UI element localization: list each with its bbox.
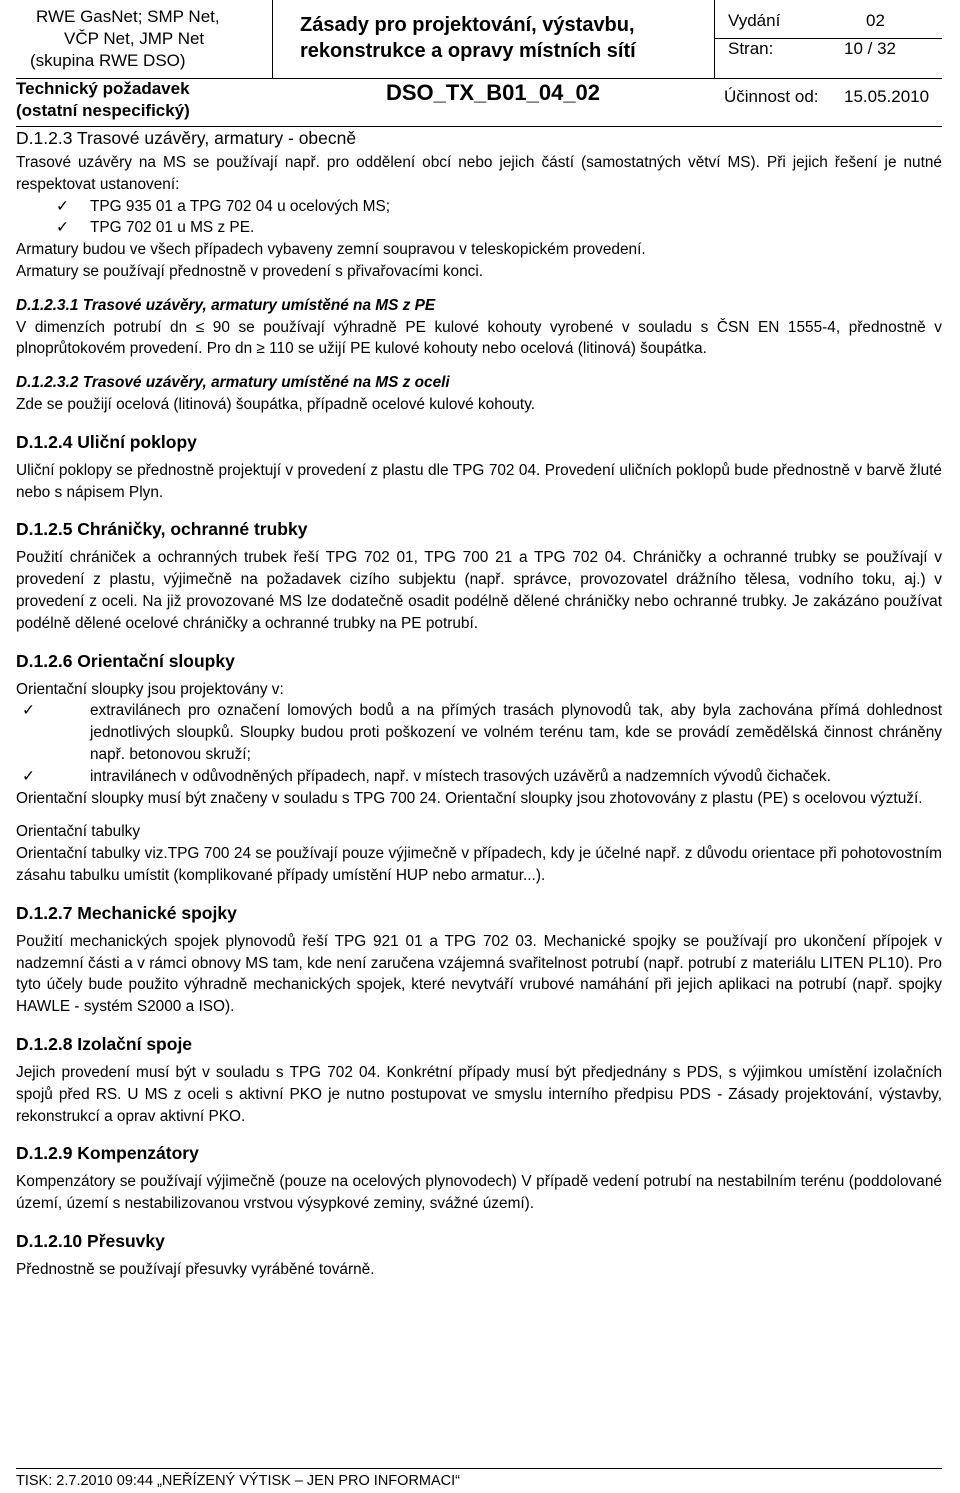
list-item: ✓ intravilánech v odůvodněných případech, např. v místech trasových uzávěrů a nadzemních vývodů čichaček. — [16, 766, 942, 788]
section-heading: D.1.2.8 Izolační spoje — [16, 1033, 193, 1054]
header-divider — [272, 0, 273, 78]
requirement-line-2: (ostatní nespecifický) — [16, 101, 190, 120]
document-header — [0, 0, 960, 135]
company-line-2: VČP Net, JMP Net — [64, 29, 205, 48]
checkmark-icon: ✓ — [22, 702, 35, 720]
requirement-line-1: Technický požadavek — [16, 79, 190, 98]
paragraph: Armatury se používají přednostně v provedení s přivařovacími konci. — [16, 262, 484, 280]
paragraph: Použití mechanických spojek plynovodů řeší TPG 921 01 a TPG 702 03. Mechanické spojky se používají pro ukončení přípojek v nadzemní části a v rámci obnovy MS tam, kde není zaručena vzájemná svařitelnost potrubí (např. potrubí z materiálu LITEN PL10). Pro tyto účely bude použito výhradně mechanických spojek, které nevytváří vrubové namáhání při jejich aplikaci na potrubí (např. spojky HAWLE - systém S2000 a ISO). — [16, 932, 942, 1016]
subsection-heading: D.1.2.3.1 Trasové uzávěry, armatury umístěné na MS z PE — [16, 296, 436, 314]
paragraph: Přednostně se používají přesuvky vyráběné továrně. — [16, 1260, 375, 1278]
paragraph: Orientační sloupky jsou projektovány v: — [16, 680, 284, 698]
header-divider — [16, 78, 942, 79]
paragraph: Orientační sloupky musí být značeny v souladu s TPG 700 24. Orientační sloupky jsou zhotovovány z plastu (PE) s ocelovou výztuží. — [16, 789, 923, 807]
doc-title-line-1: Zásady pro projektování, výstavbu, — [300, 14, 635, 36]
list-item: ✓ TPG 702 01 u MS z PE. — [16, 217, 942, 239]
paragraph: Kompenzátory se používají výjimečně (pouze na ocelových plynovodech) V případě vedení potrubí na nestabilním terénu (poddolované území, území s nestabilizovanou vrstvou výsypkové zeminy, svážné území). — [16, 1173, 942, 1213]
checkmark-icon: ✓ — [56, 197, 69, 215]
subsection-heading: D.1.2.3.2 Trasové uzávěry, armatury umístěné na MS z oceli — [16, 374, 450, 392]
edition-value: 02 — [866, 11, 885, 30]
list-item: ✓ extravilánech pro označení lomových bodů a na přímých trasách plynovodů tak, aby byla zachována přímá dohlednost jednotlivých sloupků. Sloupky budou proti poškození ve volném terénu tam, kde se provádí zemědělská činnost chráněny např. betonovou skruží; — [22, 702, 942, 763]
section-heading: D.1.2.5 Chráničky, ochranné trubky — [16, 519, 308, 540]
section-heading: D.1.2.4 Uliční poklopy — [16, 431, 197, 452]
effective-label: Účinnost od: — [724, 87, 819, 106]
section-heading: D.1.2.7 Mechanické spojky — [16, 902, 237, 923]
paragraph: Jejich provedení musí být v souladu s TPG 702 04. Konkrétní případy musí být předjednány s PDS, s výjimkou umístění izolačních spojů před RS. U MS z oceli s aktivní PKO je nutno postupovat ve smyslu interního předpisu PDS - Zásady projektování, výstavby, rekonstrukcí a oprav aktivní PKO. — [16, 1063, 942, 1125]
doc-title-line-2: rekonstrukce a opravy místních sítí — [300, 40, 636, 62]
effective-value: 15.05.2010 — [844, 87, 930, 106]
header-company-block — [16, 6, 256, 122]
paragraph: Uliční poklopy se přednostně projektují v provedení z plastu dle TPG 702 04. Provedení uličních poklopů bude přednostně v barvě žluté nebo s nápisem Plyn. — [16, 461, 942, 501]
checkmark-icon: ✓ — [56, 219, 69, 237]
paragraph: V dimenzích potrubí dn ≤ 90 se používají výhradně PE kulové kohouty vyrobené v souladu s ČSN EN 1555-4, přednostně v plnoprůtokovém provedení. Pro dn ≥ 110 se užijí PE kulové kohouty nebo ocelová (litinová) šoupátka. — [16, 318, 942, 358]
paragraph: Zde se použijí ocelová (litinová) šoupátka, případně ocelové kulové kohouty. — [16, 395, 536, 413]
subheading: Orientační tabulky — [16, 823, 141, 841]
section-heading: D.1.2.9 Kompenzátory — [16, 1143, 199, 1164]
header-title-block — [300, 12, 700, 105]
company-line-1: RWE GasNet; SMP Net, — [36, 7, 220, 26]
paragraph: Orientační tabulky viz.TPG 700 24 se používají pouze výjimečně v případech, kdy je účelné např. z důvodu orientace při pohotovostním zásahu tabulku umístit (komplikované případy umístění HUP nebo armatur...). — [16, 845, 942, 884]
pages-value: 10 / 32 — [844, 39, 896, 58]
pages-label: Stran: — [728, 39, 774, 58]
paragraph: Armatury budou ve všech případech vybaveny zemní soupravou v teleskopickém provedení. — [16, 241, 646, 259]
paragraph: Trasové uzávěry na MS se používají např. pro oddělení obcí nebo jejich částí (samostatných větví MS). Při jejich řešení je nutné respektovat ustanovení: — [16, 154, 942, 193]
section-heading: D.1.2.3 Trasové uzávěry, armatury - obecně — [16, 128, 357, 148]
print-footer: TISK: 2.7.2010 09:44 „NEŘÍZENÝ VÝTISK – JEN PRO INFORMACI“ — [16, 1468, 942, 1489]
section-heading: D.1.2.6 Orientační sloupky — [16, 650, 235, 671]
doc-code: DSO_TX_B01_04_02 — [386, 80, 601, 105]
checkmark-icon: ✓ — [22, 767, 35, 785]
list-item: ✓ TPG 935 01 a TPG 702 04 u ocelových MS; — [16, 196, 942, 218]
section-heading: D.1.2.10 Přesuvky — [16, 1230, 165, 1251]
company-line-3: (skupina RWE DSO) — [30, 51, 186, 70]
header-divider — [714, 0, 715, 78]
edition-label: Vydání — [728, 11, 781, 30]
paragraph: Použití chrániček a ochranných trubek řeší TPG 702 01, TPG 700 21 a TPG 702 04. Chráničky a ochranné trubky se používají v provedení z plastu, výjimečně na požadavek cizího subjektu (např. správce, provozovatel drážního tělesa, vodního toku, aj.) v provedení z oceli. Na již provozované MS lze dodatečně osadit podélně dělené chráničky nebo ochranné trubky. Je zakázáno používat podélně dělené ocelové chráničky a ochranné trubky na PE potrubí. — [16, 549, 942, 632]
document-body — [16, 126, 942, 1281]
